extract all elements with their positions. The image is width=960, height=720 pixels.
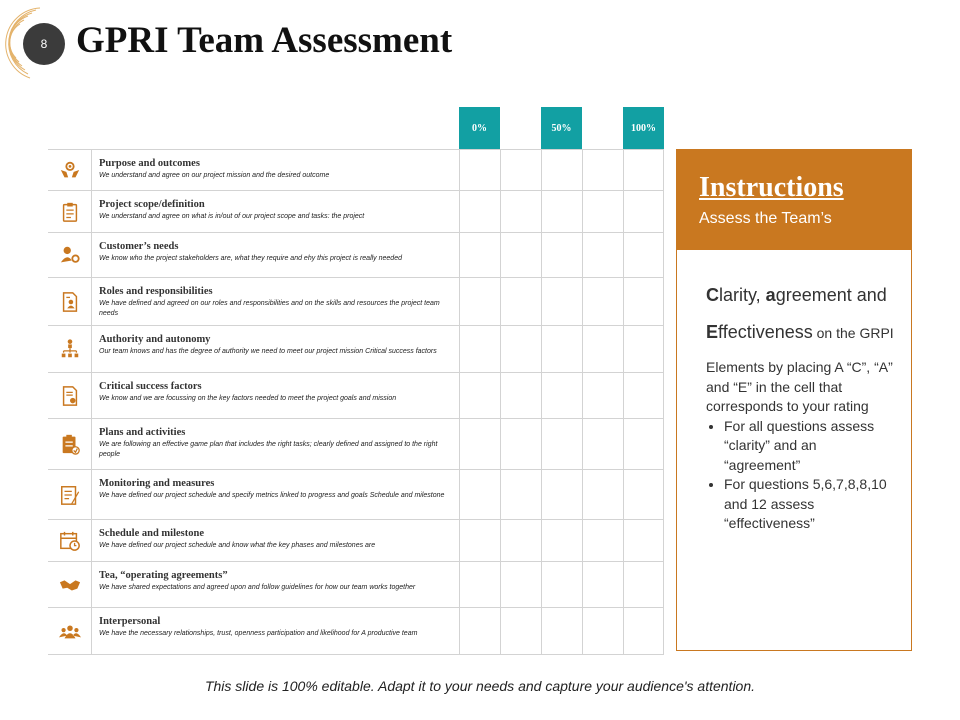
criteria-line-1: Clarity, agreement and (706, 285, 887, 305)
rating-cell-2[interactable] (541, 419, 582, 469)
rating-cell-3[interactable] (582, 150, 623, 190)
row-text (99, 286, 449, 318)
rating-cell-3[interactable] (582, 278, 623, 325)
rating-cell-2[interactable] (541, 562, 582, 607)
rating-cell-4[interactable] (623, 562, 664, 607)
row-description: We are following an effective game plan that includes the right tasks; clearly defined and assigned to the right people (99, 441, 438, 458)
assessment-table (48, 107, 664, 655)
instructions-bullets (706, 417, 894, 534)
footer-note: This slide is 100% editable. Adapt it to your needs and capture your audience's attention. (204, 678, 756, 694)
document-award-icon (59, 385, 81, 407)
instructions-panel (676, 149, 912, 651)
row-title: Plans and activities (99, 427, 186, 438)
bullet-item: • For questions 5,6,7,8,8,10 and 12 assess “effectiveness” (724, 475, 894, 534)
row-title: Roles and responsibilities (99, 286, 213, 297)
rating-cell-4[interactable] (623, 150, 664, 190)
page-title: GPRI Team Assessment (76, 20, 453, 61)
rating-cell-1[interactable] (500, 278, 541, 325)
scale-header-100: 100% (623, 107, 664, 149)
instructions-header (677, 150, 911, 250)
row-description: Our team knows and has the degree of authority we need to meet our project mission Critical success factors (99, 348, 437, 355)
instructions-body (706, 282, 894, 534)
table-row (48, 232, 664, 277)
org-chart-icon (59, 338, 81, 360)
row-icon-cell (48, 419, 92, 469)
hands-gear-icon (59, 159, 81, 181)
table-row (48, 372, 664, 418)
rating-cell-4[interactable] (623, 326, 664, 372)
rating-cell-0[interactable] (459, 150, 500, 190)
rating-cell-4[interactable] (623, 608, 664, 654)
row-description: We have shared expectations and agreed upon and follow guidelines for how our team works together (99, 584, 416, 591)
row-title: Critical success factors (99, 381, 202, 392)
row-text (99, 241, 449, 264)
table-row (48, 607, 664, 655)
row-description: We have defined our project schedule and know what the key phases and milestones are (99, 542, 376, 549)
rating-cell-2[interactable] (541, 278, 582, 325)
rating-cell-3[interactable] (582, 520, 623, 561)
row-title: Customer’s needs (99, 241, 179, 252)
rating-cell-0[interactable] (459, 608, 500, 654)
table-right-border (663, 149, 664, 655)
table-row (48, 149, 664, 190)
checklist-pen-icon (59, 484, 81, 506)
rating-cell-3[interactable] (582, 562, 623, 607)
row-description: We know who the project stakeholders are, what they require and ehy this project is really needed (99, 255, 402, 262)
rating-cell-2[interactable] (541, 608, 582, 654)
rating-cell-0[interactable] (459, 326, 500, 372)
rating-cell-1[interactable] (500, 373, 541, 418)
row-text (99, 199, 449, 222)
rating-cell-3[interactable] (582, 608, 623, 654)
row-title: Authority and autonomy (99, 334, 211, 345)
rating-cell-4[interactable] (623, 419, 664, 469)
row-text (99, 334, 449, 357)
row-icon-cell (48, 373, 92, 418)
clipboard-check-icon (59, 433, 81, 455)
row-title: Interpersonal (99, 616, 161, 627)
table-row (48, 561, 664, 607)
rating-cell-4[interactable] (623, 278, 664, 325)
row-description: We know and we are focussing on the key factors needed to meet the project goals and mission (99, 395, 397, 402)
row-icon-cell (48, 233, 92, 277)
row-text (99, 427, 449, 459)
rating-cell-2[interactable] (541, 233, 582, 277)
row-icon-cell (48, 470, 92, 519)
rating-cell-4[interactable] (623, 520, 664, 561)
row-text (99, 381, 449, 404)
rating-cell-3[interactable] (582, 470, 623, 519)
row-text (99, 570, 449, 593)
row-title: Purpose and outcomes (99, 158, 200, 169)
rating-cell-0[interactable] (459, 278, 500, 325)
instructions-subtitle: Assess the Team’s (699, 210, 832, 227)
rating-cell-1[interactable] (500, 608, 541, 654)
rating-cell-2[interactable] (541, 373, 582, 418)
rating-cell-0[interactable] (459, 191, 500, 232)
row-icon-cell (48, 278, 92, 325)
clipboard-list-icon (59, 201, 81, 223)
rating-cell-4[interactable] (623, 470, 664, 519)
row-icon-cell (48, 191, 92, 232)
table-row (48, 190, 664, 232)
rating-cell-4[interactable] (623, 191, 664, 232)
rating-cell-3[interactable] (582, 419, 623, 469)
rating-cell-3[interactable] (582, 373, 623, 418)
row-icon-cell (48, 326, 92, 372)
rating-cell-0[interactable] (459, 419, 500, 469)
row-icon-cell (48, 562, 92, 607)
page-number-badge: 8 (23, 23, 65, 65)
rating-cell-1[interactable] (500, 326, 541, 372)
calendar-clock-icon (59, 530, 81, 552)
table-row (48, 418, 664, 469)
rating-cell-2[interactable] (541, 520, 582, 561)
rating-cell-0[interactable] (459, 470, 500, 519)
group-icon (59, 620, 81, 642)
row-icon-cell (48, 520, 92, 561)
rating-cell-2[interactable] (541, 191, 582, 232)
rating-cell-2[interactable] (541, 326, 582, 372)
rating-cell-1[interactable] (500, 233, 541, 277)
rating-cell-2[interactable] (541, 150, 582, 190)
row-description: We have the necessary relationships, trust, openness participation and likelihood for A productive team (99, 630, 418, 637)
handshake-icon (59, 574, 81, 596)
row-text (99, 158, 449, 181)
row-title: Monitoring and measures (99, 478, 215, 489)
row-text (99, 528, 449, 551)
table-row (48, 519, 664, 561)
row-text (99, 616, 449, 639)
rating-cell-1[interactable] (500, 520, 541, 561)
document-user-icon (59, 291, 81, 313)
bullet-item: • For all questions assess “clarity” and an “agreement” (724, 417, 894, 476)
rating-cell-0[interactable] (459, 233, 500, 277)
instructions-title: Instructions (699, 172, 844, 203)
user-gear-icon (59, 244, 81, 266)
table-row (48, 469, 664, 519)
rating-cell-0[interactable] (459, 520, 500, 561)
table-row (48, 277, 664, 325)
rating-cell-0[interactable] (459, 562, 500, 607)
rating-cell-1[interactable] (500, 562, 541, 607)
rating-cell-3[interactable] (582, 233, 623, 277)
row-title: Project scope/definition (99, 199, 205, 210)
rating-cell-1[interactable] (500, 470, 541, 519)
criteria-line-2: Effectiveness on the GRPI (706, 322, 894, 342)
table-row (48, 325, 664, 372)
rating-cell-2[interactable] (541, 470, 582, 519)
rating-cell-1[interactable] (500, 191, 541, 232)
row-title: Tea, “operating agreements” (99, 570, 228, 581)
instructions-paragraph: Elements by placing A “C”, “A” and “E” in the cell that corresponds to your rating (706, 359, 893, 414)
scale-header-0: 0% (459, 107, 500, 149)
rating-cell-4[interactable] (623, 233, 664, 277)
rating-cell-0[interactable] (459, 373, 500, 418)
rating-cell-3[interactable] (582, 191, 623, 232)
rating-cell-4[interactable] (623, 373, 664, 418)
rating-cell-1[interactable] (500, 150, 541, 190)
rating-cell-3[interactable] (582, 326, 623, 372)
row-description: We have defined and agreed on our roles and responsibilities and on the skills and resources the project team needs (99, 300, 440, 317)
row-icon-cell (48, 608, 92, 654)
rating-cell-1[interactable] (500, 419, 541, 469)
scale-header-50: 50% (541, 107, 582, 149)
row-title: Schedule and milestone (99, 528, 205, 539)
row-description: We have defined our project schedule and specify metrics linked to progress and goals Schedule and milestone (99, 492, 445, 499)
row-description: We understand and agree on our project mission and the desired outcome (99, 172, 330, 179)
row-text (99, 478, 449, 501)
row-icon-cell (48, 150, 92, 190)
row-description: We understand and agree on what is in/out of our project scope and tasks: the project (99, 213, 365, 220)
